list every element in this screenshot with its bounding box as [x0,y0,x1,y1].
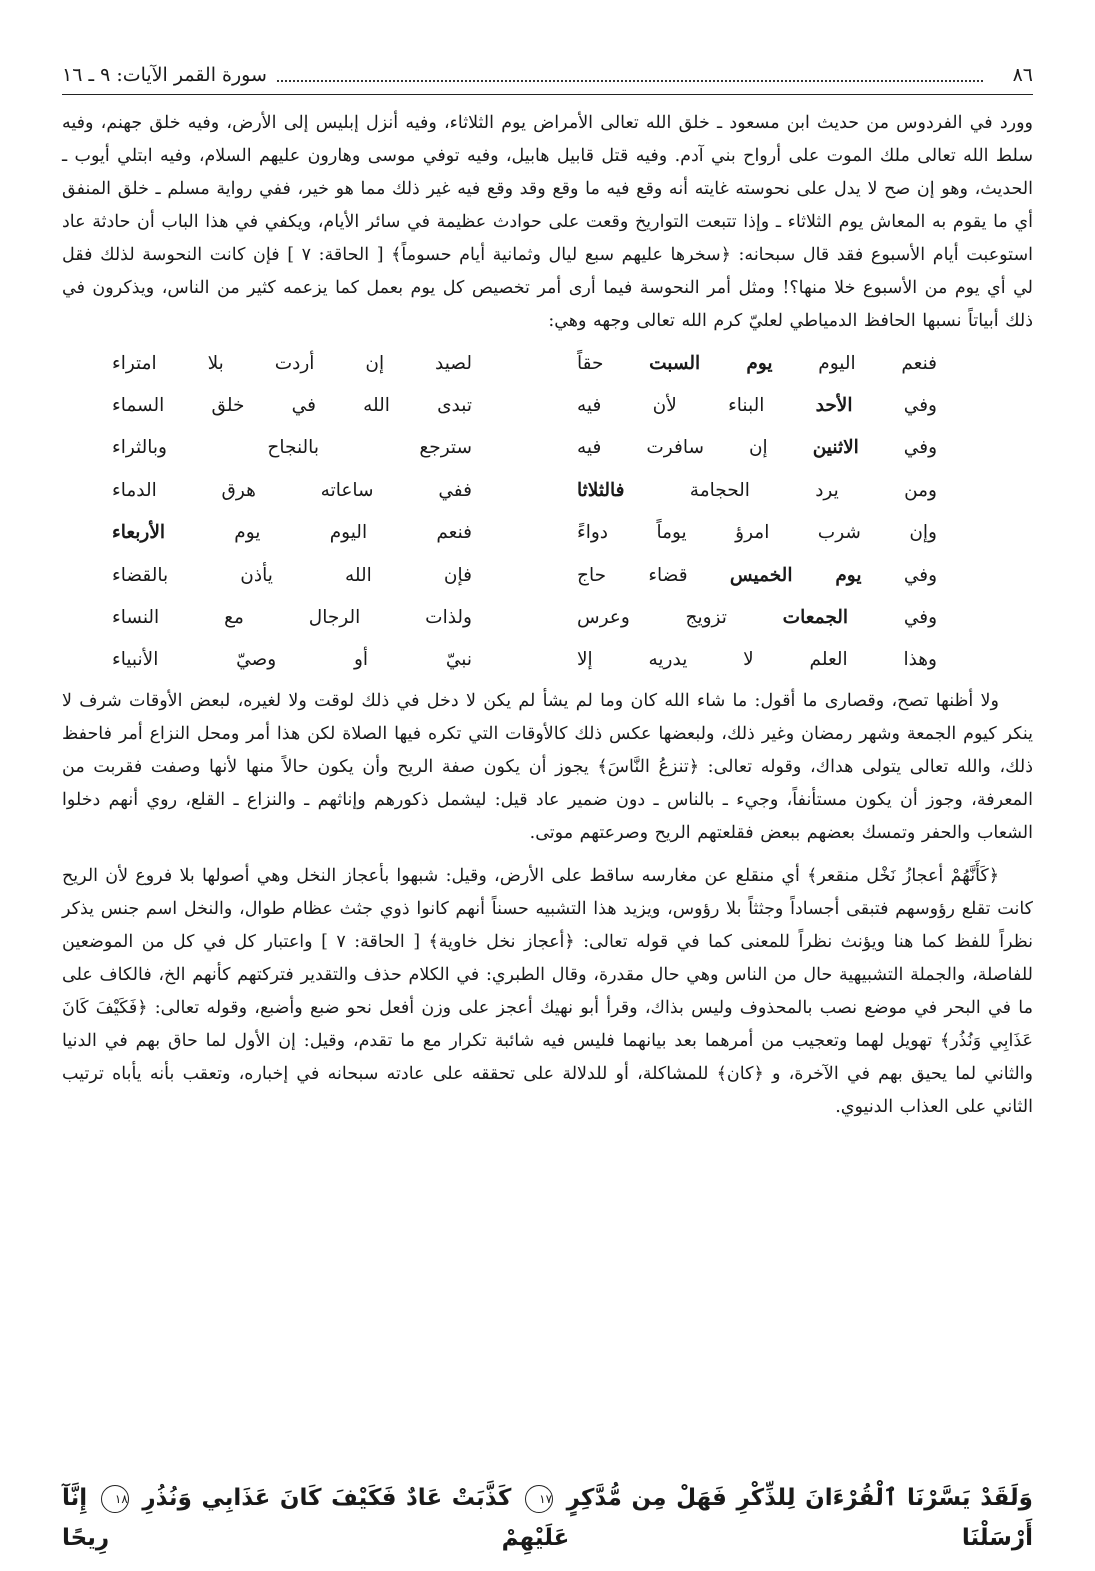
poem-hemistich-second: ولذات الرجال مع النساء [112,607,472,629]
poem-line [62,512,1033,554]
ayah-number-18: ١٨ [101,1485,129,1513]
poem-bold-day: الأربعاء [112,522,166,544]
poem-bold-day: الأحد [815,395,853,417]
paragraph-intro: وورد في الفردوس من حديث ابن مسعود ـ خلق الله تعالى الأمراض يوم الثلاثاء، وفيه أنزل إبليس إلى الأرض، وفيه خلق جهنم، وفيه سلط الله تعالى ملك الموت على أرواح بني آدم. وفيه قتل قابيل هابيل، وفيه توفي موسى وهارون عليهم السلام، وفيه ابتلي أيوب ـ الحديث، وهو إن صح لا يدل على نحوسته غايته أنه وقع فيه ما وقع وقد وقع فيه غير ذلك مما هو خير، ففي رواية مسلم ـ خلق المنفق أي ما يقوم به المعاش يوم الثلاثاء ـ وإذا تتبعت التواريخ وقعت على حوادث عظيمة في سائر الأيام، ويكفي في هذا الباب أن حادثة عاد استوعبت أيام الأسبوع فقد قال سبحانه: ﴿سخرها عليهم سبع ليال وثمانية أيام حسوماً﴾ [ الحاقة: ٧ ] فإن كانت النحوسة لذلك فقل لي أي يوم من الأسبوع خلا منها؟! ومثل أمر النحوسة فيما أرى أمر تخصيص كل يوم بعمل كما يزعمه كثير من الناس، ويذكرون في ذلك أبياتاً نسبها الحافظ الدمياطي لعليّ كرم الله تعالى وجهه وهي: [62,113,1033,331]
poem-hemistich-first: وفي يوم الخميس قضاء حاج [577,564,938,586]
poem-hemistich-first: ومن يرد الحجامة فالثلاثا [577,479,937,501]
verse-18-text: كَذَّبَتْ عَادٌ فَكَيْفَ كَانَ عَذَابِي وَنُذُرِ [142,1485,512,1511]
poem-hemistich-second: فإن الله يأذن بالقضاء [112,564,472,586]
poem-hemistich-second: نبيّ أو وصيّ الأنبياء [112,649,472,671]
poem-hemistich-first: وإن شرب امرؤ يوماً دواءً [577,522,937,544]
poem-bold-day: الاثنين [812,437,859,459]
header-dot-leader [277,80,983,82]
poem-line [62,596,1033,638]
page-number: ٨٦ [1012,64,1033,86]
poem-hemistich-second: سترجع بالنجاح وبالثراء [112,437,472,459]
header-rule [62,94,1033,95]
poem-line [62,554,1033,596]
poem-line [62,384,1033,426]
verse-17-text: وَلَقَدْ يَسَّرْنَا ٱلْقُرْءَانَ لِلذِّكْرِ فَهَلْ مِن مُّدَّكِرٍ [566,1485,1033,1511]
paragraph-gap [62,850,1033,860]
poem-hemistich-first: وهذا العلم لا يدريه إلا [577,649,937,671]
poem-hemistich-second: ففي ساعاته هرق الدماء [112,479,472,501]
running-header [62,58,1033,88]
paragraph-tafsir: ﴿كَأَنَّهُمْ أعجازُ نَخْل منقعر﴾ أي منقلع عن مغارسه ساقط على الأرض، وقيل: شبهوا بأعجاز النخل وهي أصولها بلا فروع لأن الريح كانت تقلع رؤوسهم فتبقى أجساداً وجثثاً بلا رؤوس، ويزيد هذا التشبيه حسناً أنهم كانوا ذوي جثث عظام طوال، والنخل اسم جنس يذكر نظراً للفظ كما هنا ويؤنث نظراً للمعنى كما في قوله تعالى: ﴿أعجاز نخل خاوية﴾ [ الحاقة: ٧ ] واعتبار كل في كل من الموضعين للفاصلة، والجملة التشبيهية حال من الناس وهي حال مقدرة، وقال الطبري: في الكلام حذف والتقدير فتركتهم كأنهم الخ، فالكاف على ما في البحر في موضع نصب بالمحذوف وليس بذاك، وقرأ أبو نهيك أعجز على وزن أفعل نحو ضبع وأضبع، وقوله تعالى: ﴿فَكَيْفَ كَانَ عَذَابِي وَنُذُر﴾ تهويل لهما وتعجيب من أمرهما بعد بيانهما فليس فيه شائبة تكرار مع ما تقدم، وقيل: إن الأول لما حاق بهم في الدنيا والثاني لما يحيق بهم في الآخرة، و ﴿كان﴾ للمشاكلة، أو للدلالة على تحققه على عادته سبحانه في إخباره، وتعقب بأنه يأباه ترتيب الثاني على العذاب الدنيوي. [62,866,1033,1118]
poem-bold-day: الجمعات [782,607,849,629]
ayah-number-17: ١٧ [525,1485,553,1513]
poem-hemistich-first: وفي الجمعات تزويج وعرس [577,607,938,629]
paragraph-commentary: ولا أظنها تصح، وقصارى ما أقول: ما شاء الله كان وما لم يشأ لم يكن لا دخل في ذلك لوقت ولا لغيره، لبعض الأوقات شرف لا ينكر كيوم الجمعة وشهر رمضان وغير ذلك، ولبعضها عكس ذلك كالأوقات التي تكره فيها الصلاة لكن هذا أمر ومحل النزاع أمر فاحفظ ذلك، والله تعالى يتولى هداك، وقوله تعالى: ﴿تنزعُ النَّاسَ﴾ يجوز أن يكون صفة الريح وأن يكون حالاً منها لأنها وصفت فقربت من المعرفة، وجوز أن يكون مستأنفاً، وجيء ـ بالناس ـ دون ضمير عاد قيل: ليشمل ذكورهم وإناثهم ـ والنزاع ـ القلع، روي أنهم دخلوا الشعاب والحفر وتمسك بعضهم ببعض فقلعتهم الريح وصرعتهم موتى. [62,691,1033,844]
poem-hemistich-second: فنعم اليوم يوم الأربعاء [112,522,472,544]
poem-hemistich-second: تبدى الله في خلق السماء [112,395,472,417]
poem [62,342,1033,681]
poem-hemistich-first: وفي الاثنين إن سافرت فيه [577,437,937,459]
poem-hemistich-first: وفي الأحد البناء لأن فيه [577,395,937,417]
poem-bold-day: فالثلاثا [577,479,625,501]
poem-hemistich-first: فنعم اليوم يوم السبت حقاً [577,352,937,374]
verse-19-text: إِنَّآ أَرْسَلْنَا عَلَيْهِمْ رِيحًا [62,1485,1033,1551]
poem-line [62,639,1033,681]
poem-hemistich-second: لصيد إن أردت بلا امتراء [112,352,472,374]
poem-line [62,469,1033,511]
poem-line [62,342,1033,384]
header-title: سورة القمر الآيات: ٩ ـ ١٦ [62,64,267,86]
quran-verse-line [62,1478,1033,1558]
poem-line [62,427,1033,469]
poem-bold-day: يوم الخميس [729,564,862,586]
poem-bold-day: يوم السبت [649,352,773,374]
